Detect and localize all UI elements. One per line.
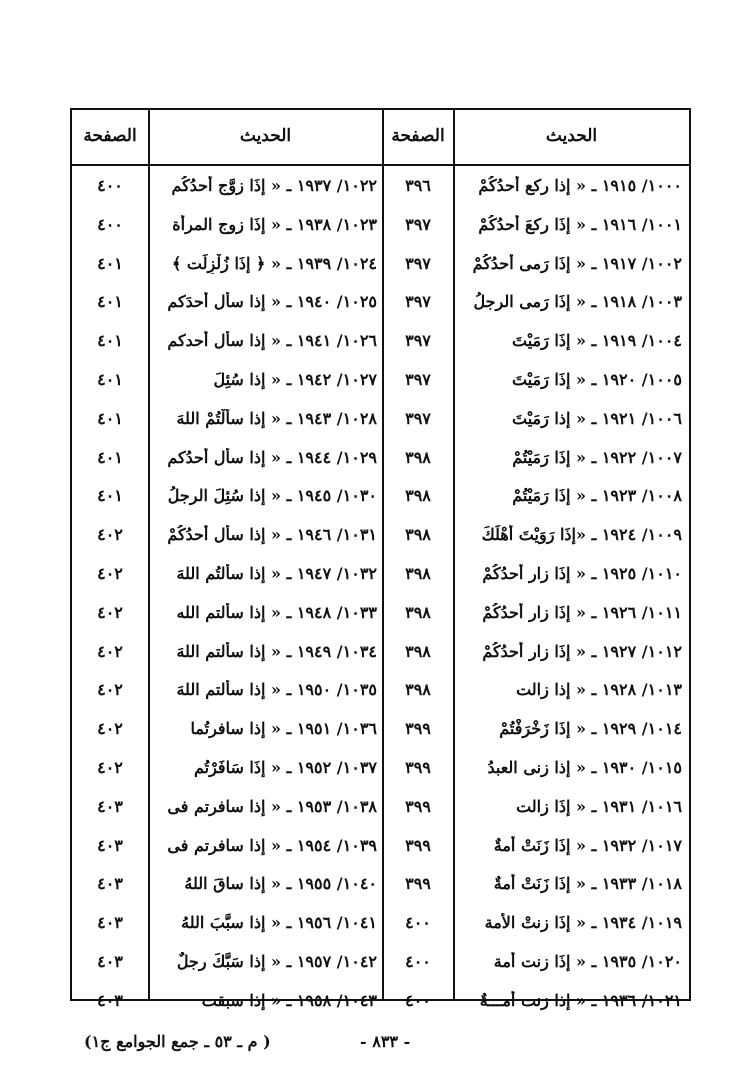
hadith-entry: ١٠٢٤/ ١٩٣٩ ـ « ﴿ إذَا زُلْزِلَت ﴾ — [171, 253, 377, 273]
page-ref: ٤٠٣ — [97, 796, 123, 816]
page-ref: ٤٠١ — [97, 253, 123, 273]
hadith-entry: ١٠٢٣/ ١٩٣٨ ـ « إذَا زوج المرأة — [172, 214, 377, 234]
hadith-entry: ١٠٠٤/ ١٩١٩ ـ « إذَا رَمَيْتَ — [512, 331, 682, 351]
hadith-entry: ١٠١٢/ ١٩٢٧ ـ « إذَا زار أحدُكُمْ — [482, 641, 682, 661]
hadith-entry: ١٠١٣/ ١٩٢٨ ـ « إذا زالت — [516, 680, 682, 700]
header-hadith-left: الحديث — [239, 126, 292, 146]
header-divider — [72, 164, 689, 166]
hadith-entry: ١٠٣٩/ ١٩٥٤ ـ « إذا سافرتم فى — [167, 835, 377, 855]
hadith-entry: ١٠٣٨/ ١٩٥٣ ـ « إذا سافرتم فى — [167, 796, 377, 816]
page-ref: ٣٩٨ — [405, 680, 431, 700]
hadith-entry: ١٠٣٠/ ١٩٤٥ ـ « إذا سُئِلَ الرجلُ — [167, 486, 377, 506]
hadith-entry: ١٠٠٩/ ١٩٢٤ ـ «إذَا رَوَيْتَ أهْلَكَ — [481, 525, 682, 545]
hadith-entry: ١٠٣٣/ ١٩٤٨ ـ « إذا سألتم الله — [176, 602, 377, 622]
page-ref: ٣٩٧ — [405, 292, 431, 312]
hadith-entry: ١٠٢٨/ ١٩٤٣ ـ « إذا سألْتُمْ اللهَ — [176, 408, 377, 428]
hadith-entry: ١٠٠١/ ١٩١٦ ـ « إذَا ركعَ أحدُكُمْ — [478, 214, 682, 234]
hadith-entry: ١٠٤٠/ ١٩٥٥ ـ « إذا ساقَ اللهُ — [184, 874, 377, 894]
page-ref: ٣٩٧ — [405, 370, 431, 389]
hadith-entry: ١٠٢٢/ ١٩٣٧ ـ « إذَا زوَّج أحدُكُم — [171, 176, 377, 195]
page-ref: ٤٠٠ — [405, 913, 431, 933]
column-divider — [453, 110, 455, 999]
hadith-entry: ١٠١٤/ ١٩٢٩ ـ « إذَا زَخْرَفْتُمْ — [499, 719, 682, 739]
hadith-entry: ١٠٤٣/ ١٩٥٨ ـ « إذا سبقت — [201, 990, 377, 1010]
hadith-entry: ١٠٣٥/ ١٩٥٠ ـ « إذا سألتم اللهَ — [176, 680, 377, 700]
header-page-right: الصفحة — [391, 126, 445, 146]
hadith-entry: ١٠٠٧/ ١٩٢٢ ـ « إذَا رَمَيْتُمْ — [512, 447, 682, 467]
hadith-entry: ١٠١٥/ ١٩٣٠ ـ « إذا زنى العبدُ — [487, 758, 682, 777]
page-ref: ٤٠٠ — [97, 176, 123, 195]
hadith-entry: ١٠١٩/ ١٩٣٤ ـ « إذَا زنتْ الأمة — [484, 913, 682, 933]
hadith-entry: ١٠٢٥/ ١٩٤٠ ـ « إذا سأل أحدَكم — [167, 292, 377, 312]
page-ref: ٤٠٢ — [97, 564, 123, 583]
page-ref: ٣٩٩ — [405, 758, 431, 777]
page-ref: ٤٠٢ — [97, 602, 123, 622]
page-ref: ٤٠٢ — [97, 641, 123, 661]
page-ref: ٣٩٦ — [405, 176, 431, 195]
page-ref: ٣٩٧ — [405, 331, 431, 351]
hadith-entry: ١٠٣١/ ١٩٤٦ ـ « إذا سأل أحدُكُمْ — [167, 525, 377, 545]
page-ref: ٣٩٨ — [405, 564, 431, 583]
page-ref: ٤٠٣ — [97, 913, 123, 933]
hadith-entry: ١٠٤١/ ١٩٥٦ ـ « إذا سبَّبَ اللهُ — [181, 913, 377, 933]
index-table — [70, 108, 691, 1010]
page-ref: ٣٩٨ — [405, 602, 431, 622]
page-ref: ٤٠٣ — [97, 952, 123, 971]
column-divider — [382, 110, 384, 999]
page-ref: ٤٠٢ — [97, 758, 123, 777]
hadith-entry: ١٠٤٢/ ١٩٥٧ ـ « إذا سَبَّكَ رجلٌ — [176, 952, 377, 971]
page-ref: ٣٩٩ — [405, 796, 431, 816]
page-ref: ٤٠٠ — [405, 952, 431, 971]
hadith-entry: ١٠١٦/ ١٩٣١ ـ « إذَا زالت — [516, 796, 682, 816]
hadith-entry: ١٠٣٧/ ١٩٥٢ ـ « إذَا سَافَرْتُم — [193, 758, 377, 777]
page-ref: ٤٠١ — [97, 408, 123, 428]
hadith-entry: ١٠٣٦/ ١٩٥١ ـ « إذا سافرتُما — [190, 719, 377, 739]
page-ref: ٤٠٢ — [97, 525, 123, 545]
page-ref: ٣٩٩ — [405, 719, 431, 739]
hadith-entry: ١٠٢٠/ ١٩٣٥ ـ « إذَا زنت أمة — [493, 952, 682, 971]
page-ref: ٤٠٠ — [97, 214, 123, 234]
column-divider — [148, 110, 150, 999]
hadith-entry: ١٠٢٧/ ١٩٤٢ ـ « إذا سُئِلَ — [213, 370, 377, 389]
page-ref: ٣٩٧ — [405, 253, 431, 273]
hadith-entry: ١٠٣٤/ ١٩٤٩ ـ « إذا سألتم اللهَ — [176, 641, 377, 661]
page-ref: ٤٠٣ — [97, 990, 123, 1010]
hadith-entry: ١٠٢٩/ ١٩٤٤ ـ « إذا سأل أحدُكم — [167, 447, 377, 467]
page-ref: ٤٠٢ — [97, 680, 123, 700]
header-page-left: الصفحة — [83, 126, 137, 146]
hadith-entry: ١٠٠٠/ ١٩١٥ ـ « إذا ركع أحدُكُمْ — [478, 176, 682, 195]
page-ref: ٤٠٣ — [97, 835, 123, 855]
page-ref: ٣٩٨ — [405, 641, 431, 661]
hadith-entry: ١٠٠٦/ ١٩٢١ ـ « إذا رَمَيْتَ — [512, 408, 682, 428]
page-ref: ٤٠١ — [97, 292, 123, 312]
page-ref: ٣٩٨ — [405, 525, 431, 545]
page-number: - ٨٣٣ - — [360, 1032, 411, 1051]
hadith-entry: ١٠١٨/ ١٩٣٣ ـ « إذَا زَنَتْ أمةٌ — [493, 874, 682, 894]
hadith-entry: ١٠٠٣/ ١٩١٨ ـ « إذَا رَمى الرجلُ — [473, 292, 682, 312]
hadith-entry: ١٠١٧/ ١٩٣٢ ـ « إذَا زَنَتْ أمةٌ — [493, 835, 682, 855]
page-ref: ٣٩٩ — [405, 835, 431, 855]
page-ref: ٣٩٨ — [405, 486, 431, 506]
page-ref: ٤٠٣ — [97, 874, 123, 894]
hadith-entry: ١٠٢٦/ ١٩٤١ ـ « إذا سأل أحدكم — [167, 331, 377, 351]
page-ref: ٣٩٧ — [405, 408, 431, 428]
hadith-entry: ١٠٣٢/ ١٩٤٧ ـ « إذا سألتُم اللهَ — [176, 564, 377, 583]
header-hadith-right: الحديث — [545, 126, 598, 146]
hadith-entry: ١٠٢١/ ١٩٣٦ ـ « إذا زنت أمـــةٌ — [479, 990, 682, 1010]
page-ref: ٤٠١ — [97, 447, 123, 467]
hadith-entry: ١٠١١/ ١٩٢٦ ـ « إذَا زار أحدُكُمْ — [482, 602, 682, 622]
page-ref: ٤٠١ — [97, 370, 123, 389]
page-ref: ٤٠١ — [97, 331, 123, 351]
hadith-entry: ١٠٠٢/ ١٩١٧ ـ « إذَا رَمى أحدُكُمْ — [472, 253, 682, 273]
hadith-entry: ١٠٠٥/ ١٩٢٠ ـ « إذَا رَمَيْتَ — [512, 370, 682, 389]
page-ref: ٤٠٠ — [405, 990, 431, 1010]
hadith-entry: ١٠٠٨/ ١٩٢٣ ـ « إذَا رَمَيْتُمْ — [512, 486, 682, 506]
hadith-entry: ١٠١٠/ ١٩٢٥ ـ « إذَا زار أحدُكُمْ — [482, 564, 682, 583]
page-ref: ٣٩٧ — [405, 214, 431, 234]
page-ref: ٣٩٨ — [405, 447, 431, 467]
page-ref: ٤٠١ — [97, 486, 123, 506]
page-ref: ٤٠٢ — [97, 719, 123, 739]
footer-signature: ( م ـ ٥٣ ـ جمع الجوامع ج١) — [84, 1032, 271, 1051]
page-ref: ٣٩٩ — [405, 874, 431, 894]
